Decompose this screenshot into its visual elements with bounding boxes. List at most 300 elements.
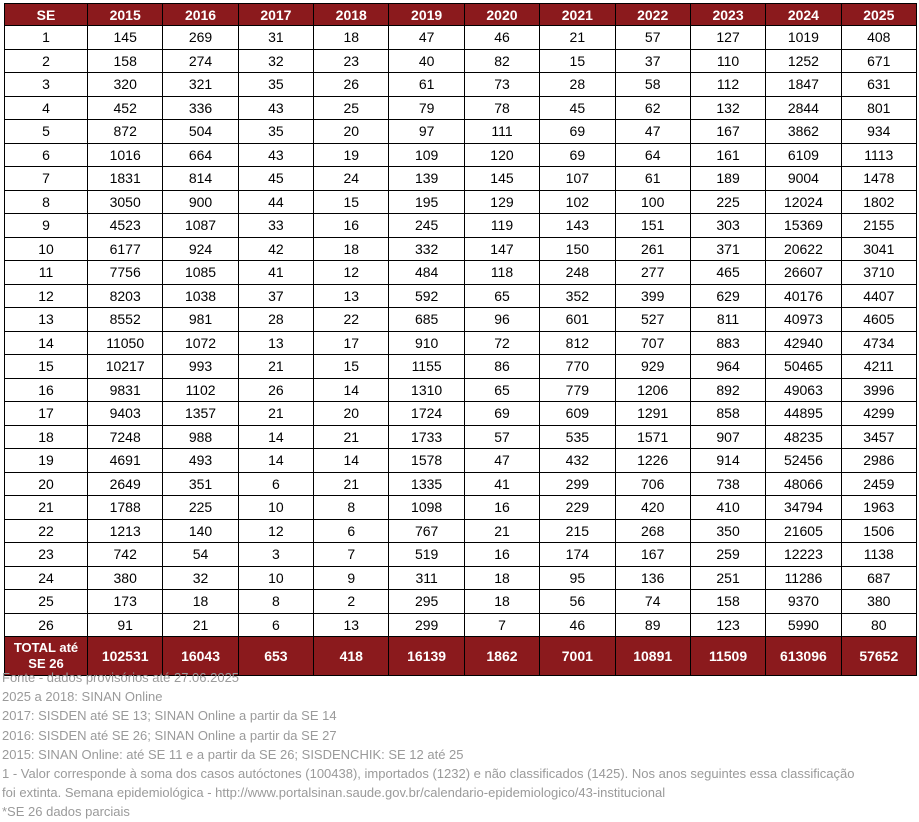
cases-cell: 2986 (841, 449, 916, 473)
cases-cell: 31 (238, 26, 313, 50)
cases-cell: 12223 (766, 543, 841, 567)
cases-cell: 173 (88, 590, 163, 614)
cases-cell: 452 (88, 96, 163, 120)
cases-cell: 225 (163, 496, 238, 520)
cases-cell: 687 (841, 566, 916, 590)
cases-cell: 61 (615, 167, 690, 191)
cases-cell: 914 (690, 449, 765, 473)
total-label-line2: SE 26 (28, 656, 64, 671)
cases-cell: 432 (540, 449, 615, 473)
table-row (5, 331, 917, 355)
cases-cell: 97 (389, 120, 464, 144)
cases-cell: 7 (464, 613, 539, 637)
cases-cell: 229 (540, 496, 615, 520)
cases-cell: 12 (314, 261, 389, 285)
cases-cell: 742 (88, 543, 163, 567)
cases-cell: 1578 (389, 449, 464, 473)
cases-cell: 3996 (841, 378, 916, 402)
table-row (5, 613, 917, 637)
cases-cell: 91 (88, 613, 163, 637)
cases-cell: 311 (389, 566, 464, 590)
cases-cell: 72 (464, 331, 539, 355)
cases-cell: 900 (163, 190, 238, 214)
table-row (5, 519, 917, 543)
cases-cell: 7756 (88, 261, 163, 285)
cases-cell: 25 (314, 96, 389, 120)
cases-cell: 352 (540, 284, 615, 308)
cases-cell: 770 (540, 355, 615, 379)
cases-cell: 1478 (841, 167, 916, 191)
cases-cell: 519 (389, 543, 464, 567)
cases-cell: 161 (690, 143, 765, 167)
column-header: SE (5, 4, 88, 26)
cases-cell: 147 (464, 237, 539, 261)
cases-cell: 6 (238, 613, 313, 637)
cases-cell: 1724 (389, 402, 464, 426)
column-header: 2025 (841, 4, 916, 26)
cases-cell: 139 (389, 167, 464, 191)
cases-cell: 1252 (766, 49, 841, 73)
cases-cell: 14 (314, 449, 389, 473)
cases-cell: 21605 (766, 519, 841, 543)
cases-cell: 1310 (389, 378, 464, 402)
cases-cell: 37 (615, 49, 690, 73)
cases-cell: 11286 (766, 566, 841, 590)
cases-cell: 47 (389, 26, 464, 50)
column-header: 2024 (766, 4, 841, 26)
cases-cell: 4523 (88, 214, 163, 238)
cases-cell: 1831 (88, 167, 163, 191)
cases-cell: 26607 (766, 261, 841, 285)
week-cell: 19 (5, 449, 88, 473)
table-row (5, 543, 917, 567)
cases-cell: 110 (690, 49, 765, 73)
cases-cell: 6177 (88, 237, 163, 261)
cases-cell: 13 (314, 284, 389, 308)
note-line: 1 - Valor corresponde à soma dos casos autóctones (100438), importados (1232) e não classificados (1425). Nos anos seguintes essa classificação (2, 766, 855, 782)
cases-cell: 1335 (389, 472, 464, 496)
cases-cell: 3862 (766, 120, 841, 144)
cases-cell: 738 (690, 472, 765, 496)
cases-cell: 858 (690, 402, 765, 426)
cases-cell: 119 (464, 214, 539, 238)
cases-cell: 420 (615, 496, 690, 520)
cases-cell: 8203 (88, 284, 163, 308)
cases-cell: 42 (238, 237, 313, 261)
week-cell: 22 (5, 519, 88, 543)
cases-cell: 46 (540, 613, 615, 637)
cases-cell: 892 (690, 378, 765, 402)
table-body (5, 26, 917, 637)
cases-cell: 33 (238, 214, 313, 238)
cases-cell: 52456 (766, 449, 841, 473)
cases-cell: 9004 (766, 167, 841, 191)
cases-cell: 1506 (841, 519, 916, 543)
cases-cell: 150 (540, 237, 615, 261)
cases-cell: 32 (163, 566, 238, 590)
cases-cell: 15 (314, 355, 389, 379)
table-row (5, 496, 917, 520)
week-cell: 16 (5, 378, 88, 402)
cases-cell: 1357 (163, 402, 238, 426)
cases-cell: 215 (540, 519, 615, 543)
table-row (5, 26, 917, 50)
cases-cell: 371 (690, 237, 765, 261)
cases-cell: 158 (690, 590, 765, 614)
cases-by-week-table (4, 3, 917, 676)
cases-cell: 16 (464, 496, 539, 520)
week-cell: 18 (5, 425, 88, 449)
cases-cell: 82 (464, 49, 539, 73)
cases-cell: 504 (163, 120, 238, 144)
cases-cell: 2155 (841, 214, 916, 238)
cases-cell: 158 (88, 49, 163, 73)
cases-cell: 4211 (841, 355, 916, 379)
cases-cell: 145 (88, 26, 163, 50)
cases-cell: 1802 (841, 190, 916, 214)
cases-cell: 41 (464, 472, 539, 496)
cases-cell: 143 (540, 214, 615, 238)
cases-cell: 167 (690, 120, 765, 144)
source-notes (2, 668, 917, 822)
cases-cell: 259 (690, 543, 765, 567)
note-line: 2015: SINAN Online: até SE 11 e a partir da SE 26; SISDENCHIK: SE 12 até 25 (2, 746, 464, 762)
cases-cell: 37 (238, 284, 313, 308)
cases-cell: 18 (464, 566, 539, 590)
cases-cell: 136 (615, 566, 690, 590)
cases-cell: 47 (615, 120, 690, 144)
week-cell: 2 (5, 49, 88, 73)
column-header: 2019 (389, 4, 464, 26)
table-row (5, 449, 917, 473)
table-row (5, 143, 917, 167)
cases-cell: 332 (389, 237, 464, 261)
total-cell: 653 (238, 637, 313, 676)
note-line: 2017: SISDEN até SE 13; SINAN Online a partir da SE 14 (2, 708, 337, 724)
cases-cell: 12024 (766, 190, 841, 214)
cases-cell: 981 (163, 308, 238, 332)
cases-cell: 1138 (841, 543, 916, 567)
cases-cell: 609 (540, 402, 615, 426)
cases-cell: 350 (690, 519, 765, 543)
cases-cell: 107 (540, 167, 615, 191)
table-row (5, 472, 917, 496)
total-cell: 11509 (690, 637, 765, 676)
cases-cell: 671 (841, 49, 916, 73)
cases-cell: 12 (238, 519, 313, 543)
cases-cell: 18 (314, 237, 389, 261)
cases-cell: 2649 (88, 472, 163, 496)
cases-cell: 1016 (88, 143, 163, 167)
cases-cell: 132 (690, 96, 765, 120)
cases-cell: 14 (238, 425, 313, 449)
week-cell: 1 (5, 26, 88, 50)
cases-cell: 44895 (766, 402, 841, 426)
cases-cell: 69 (540, 143, 615, 167)
cases-cell: 8 (238, 590, 313, 614)
cases-cell: 380 (841, 590, 916, 614)
week-cell: 13 (5, 308, 88, 332)
cases-cell: 601 (540, 308, 615, 332)
cases-cell: 100 (615, 190, 690, 214)
cases-cell: 3050 (88, 190, 163, 214)
cases-cell: 4734 (841, 331, 916, 355)
week-cell: 5 (5, 120, 88, 144)
cases-cell: 5990 (766, 613, 841, 637)
cases-cell: 1087 (163, 214, 238, 238)
cases-cell: 527 (615, 308, 690, 332)
cases-cell: 245 (389, 214, 464, 238)
cases-cell: 685 (389, 308, 464, 332)
cases-cell: 4407 (841, 284, 916, 308)
cases-cell: 2844 (766, 96, 841, 120)
cases-cell: 465 (690, 261, 765, 285)
week-cell: 12 (5, 284, 88, 308)
table-row (5, 49, 917, 73)
cases-cell: 6 (238, 472, 313, 496)
table-row (5, 308, 917, 332)
cases-cell: 24 (314, 167, 389, 191)
cases-cell: 8552 (88, 308, 163, 332)
cases-cell: 40973 (766, 308, 841, 332)
week-cell: 14 (5, 331, 88, 355)
cases-cell: 32 (238, 49, 313, 73)
total-cell: 57652 (841, 637, 916, 676)
cases-cell: 3457 (841, 425, 916, 449)
cases-cell: 1085 (163, 261, 238, 285)
cases-cell: 28 (238, 308, 313, 332)
week-cell: 26 (5, 613, 88, 637)
cases-cell: 299 (540, 472, 615, 496)
cases-cell: 7 (314, 543, 389, 567)
cases-cell: 18 (163, 590, 238, 614)
column-header: 2022 (615, 4, 690, 26)
cases-cell: 964 (690, 355, 765, 379)
week-cell: 7 (5, 167, 88, 191)
cases-cell: 23 (314, 49, 389, 73)
cases-cell: 69 (464, 402, 539, 426)
cases-cell: 74 (615, 590, 690, 614)
cases-cell: 225 (690, 190, 765, 214)
week-cell: 20 (5, 472, 88, 496)
table-row (5, 96, 917, 120)
cases-cell: 1072 (163, 331, 238, 355)
header-row (5, 4, 917, 26)
cases-cell: 57 (464, 425, 539, 449)
cases-cell: 1213 (88, 519, 163, 543)
note-line: 2025 a 2018: SINAN Online (2, 689, 163, 705)
cases-cell: 78 (464, 96, 539, 120)
cases-cell: 4691 (88, 449, 163, 473)
cases-cell: 41 (238, 261, 313, 285)
cases-cell: 65 (464, 378, 539, 402)
table-row (5, 214, 917, 238)
cases-cell: 17 (314, 331, 389, 355)
cases-cell: 26 (238, 378, 313, 402)
cases-cell: 535 (540, 425, 615, 449)
cases-cell: 62 (615, 96, 690, 120)
week-cell: 24 (5, 566, 88, 590)
cases-cell: 631 (841, 73, 916, 97)
column-header: 2017 (238, 4, 313, 26)
cases-cell: 9831 (88, 378, 163, 402)
cases-cell: 3041 (841, 237, 916, 261)
total-cell: 613096 (766, 637, 841, 676)
cases-cell: 812 (540, 331, 615, 355)
cases-cell: 321 (163, 73, 238, 97)
cases-cell: 11050 (88, 331, 163, 355)
column-header: 2020 (464, 4, 539, 26)
column-header: 2015 (88, 4, 163, 26)
cases-cell: 814 (163, 167, 238, 191)
cases-cell: 7248 (88, 425, 163, 449)
cases-cell: 80 (841, 613, 916, 637)
week-cell: 25 (5, 590, 88, 614)
cases-cell: 274 (163, 49, 238, 73)
cases-cell: 10 (238, 496, 313, 520)
table-row (5, 190, 917, 214)
cases-cell: 1226 (615, 449, 690, 473)
note-line: foi extinta. Semana epidemiológica - http://www.portalsinan.saude.gov.br/calendario-epidemiologico/43-institucional (2, 785, 666, 801)
cases-cell: 129 (464, 190, 539, 214)
cases-cell: 269 (163, 26, 238, 50)
cases-cell: 22 (314, 308, 389, 332)
table-row (5, 120, 917, 144)
total-cell: 7001 (540, 637, 615, 676)
cases-cell: 592 (389, 284, 464, 308)
cases-cell: 21 (314, 472, 389, 496)
column-header: 2023 (690, 4, 765, 26)
cases-cell: 15369 (766, 214, 841, 238)
cases-cell: 58 (615, 73, 690, 97)
week-cell: 3 (5, 73, 88, 97)
cases-cell: 1571 (615, 425, 690, 449)
cases-cell: 45 (238, 167, 313, 191)
cases-cell: 1102 (163, 378, 238, 402)
note-line: Fonte - dados provisórios até 27.06.2025 (2, 670, 240, 685)
cases-cell: 21 (238, 402, 313, 426)
cases-cell: 127 (690, 26, 765, 50)
table-row (5, 73, 917, 97)
cases-cell: 57 (615, 26, 690, 50)
cases-cell: 2 (314, 590, 389, 614)
cases-cell: 19 (314, 143, 389, 167)
total-cell: 102531 (88, 637, 163, 676)
cases-cell: 6 (314, 519, 389, 543)
cases-cell: 907 (690, 425, 765, 449)
cases-cell: 69 (540, 120, 615, 144)
cases-cell: 277 (615, 261, 690, 285)
week-cell: 9 (5, 214, 88, 238)
cases-cell: 151 (615, 214, 690, 238)
cases-cell: 65 (464, 284, 539, 308)
cases-cell: 9370 (766, 590, 841, 614)
cases-cell: 706 (615, 472, 690, 496)
cases-cell: 21 (540, 26, 615, 50)
cases-cell: 61 (389, 73, 464, 97)
cases-cell: 1733 (389, 425, 464, 449)
cases-cell: 6109 (766, 143, 841, 167)
cases-cell: 48066 (766, 472, 841, 496)
cases-cell: 20622 (766, 237, 841, 261)
cases-cell: 21 (464, 519, 539, 543)
cases-cell: 15 (314, 190, 389, 214)
cases-cell: 45 (540, 96, 615, 120)
cases-cell: 40 (389, 49, 464, 73)
cases-cell: 109 (389, 143, 464, 167)
cases-cell: 1788 (88, 496, 163, 520)
cases-cell: 18 (314, 26, 389, 50)
cases-cell: 46 (464, 26, 539, 50)
note-line: 2016: SISDEN até SE 26; SINAN Online a partir da SE 27 (2, 727, 337, 743)
note-line: *SE 26 dados parciais (2, 804, 130, 820)
cases-cell: 336 (163, 96, 238, 120)
cases-cell: 295 (389, 590, 464, 614)
cases-cell: 320 (88, 73, 163, 97)
table-header (5, 4, 917, 26)
cases-cell: 351 (163, 472, 238, 496)
cases-cell: 18 (464, 590, 539, 614)
cases-cell: 195 (389, 190, 464, 214)
cases-cell: 399 (615, 284, 690, 308)
cases-cell: 1113 (841, 143, 916, 167)
cases-cell: 111 (464, 120, 539, 144)
cases-cell: 43 (238, 96, 313, 120)
cases-cell: 56 (540, 590, 615, 614)
total-cell: 1862 (464, 637, 539, 676)
cases-cell: 988 (163, 425, 238, 449)
table-row (5, 425, 917, 449)
table-row (5, 402, 917, 426)
cases-cell: 1847 (766, 73, 841, 97)
cases-cell: 801 (841, 96, 916, 120)
column-header: 2021 (540, 4, 615, 26)
cases-cell: 883 (690, 331, 765, 355)
cases-cell: 79 (389, 96, 464, 120)
cases-cell: 3 (238, 543, 313, 567)
cases-cell: 1019 (766, 26, 841, 50)
cases-cell: 44 (238, 190, 313, 214)
cases-cell: 767 (389, 519, 464, 543)
cases-cell: 20 (314, 402, 389, 426)
cases-cell: 16 (314, 214, 389, 238)
cases-cell: 9403 (88, 402, 163, 426)
cases-cell: 1963 (841, 496, 916, 520)
cases-cell: 13 (314, 613, 389, 637)
column-header: 2016 (163, 4, 238, 26)
cases-cell: 484 (389, 261, 464, 285)
week-cell: 21 (5, 496, 88, 520)
cases-cell: 40176 (766, 284, 841, 308)
cases-cell: 10217 (88, 355, 163, 379)
cases-cell: 145 (464, 167, 539, 191)
cases-cell: 48235 (766, 425, 841, 449)
cases-cell: 251 (690, 566, 765, 590)
week-cell: 4 (5, 96, 88, 120)
cases-cell: 268 (615, 519, 690, 543)
cases-cell: 3710 (841, 261, 916, 285)
cases-cell: 118 (464, 261, 539, 285)
cases-cell: 167 (615, 543, 690, 567)
table-row (5, 237, 917, 261)
cases-cell: 43 (238, 143, 313, 167)
week-cell: 8 (5, 190, 88, 214)
cases-cell: 4299 (841, 402, 916, 426)
total-cell: 16139 (389, 637, 464, 676)
cases-cell: 910 (389, 331, 464, 355)
cases-cell: 112 (690, 73, 765, 97)
cases-cell: 13 (238, 331, 313, 355)
